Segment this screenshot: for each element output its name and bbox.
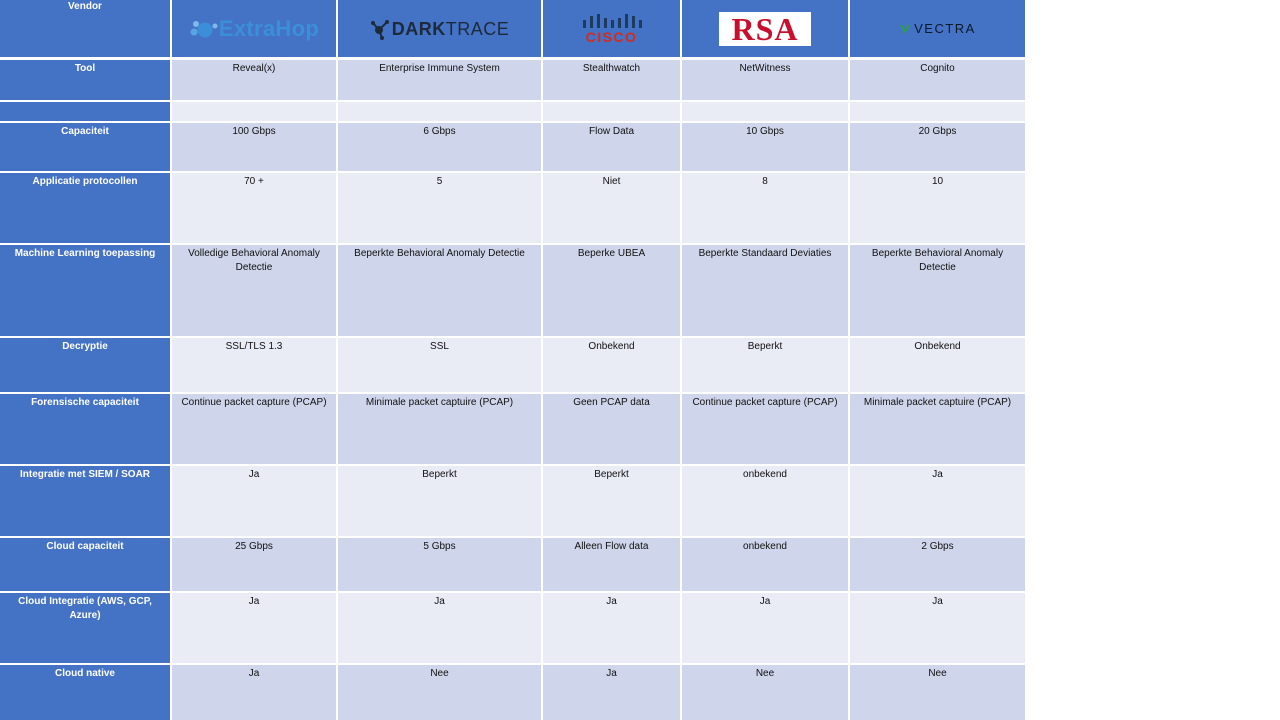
table-cell: SSL/TLS 1.3 bbox=[172, 338, 336, 392]
table-cell: Alleen Flow data bbox=[543, 538, 680, 591]
table-cell: Ja bbox=[172, 593, 336, 663]
table-row bbox=[0, 538, 1025, 591]
row-label: Forensische capaciteit bbox=[0, 394, 170, 464]
table-cell: Volledige Behavioral Anomaly Detectie bbox=[172, 245, 336, 336]
table-cell: Cognito bbox=[850, 60, 1025, 100]
table-cell bbox=[850, 102, 1025, 121]
row-label: Cloud Integratie (AWS, GCP, Azure) bbox=[0, 593, 170, 663]
darktrace-logo-icon bbox=[370, 18, 392, 40]
table-row bbox=[0, 60, 1025, 100]
table-cell: Beperkte Behavioral Anomaly Detectie bbox=[338, 245, 541, 336]
table-cell: Nee bbox=[338, 665, 541, 720]
table-cell: Ja bbox=[543, 665, 680, 720]
table-cell: Beperkte Standaard Deviaties bbox=[682, 245, 848, 336]
vendor-header-vectra bbox=[850, 0, 1025, 57]
cisco-logo-text: CISCO bbox=[585, 28, 638, 45]
header-row bbox=[0, 0, 1025, 57]
extrahop-logo-icon bbox=[189, 18, 219, 40]
table-cell: Nee bbox=[850, 665, 1025, 720]
darktrace-logo-text bbox=[391, 18, 510, 39]
rsa-logo-text: RSA bbox=[731, 10, 799, 47]
header-label-vendor: Vendor bbox=[0, 0, 170, 57]
table-cell: 10 bbox=[850, 173, 1025, 243]
table-cell: Ja bbox=[172, 466, 336, 536]
table-cell: Reveal(x) bbox=[172, 60, 336, 100]
table-cell bbox=[338, 102, 541, 121]
table-cell: Ja bbox=[682, 593, 848, 663]
table-cell: Flow Data bbox=[543, 123, 680, 171]
rsa-logo-icon bbox=[719, 12, 811, 46]
vendor-header-rsa bbox=[682, 0, 848, 57]
table-cell: Niet bbox=[543, 173, 680, 243]
table-cell: Beperkt bbox=[682, 338, 848, 392]
table-cell: Continue packet capture (PCAP) bbox=[172, 394, 336, 464]
table-cell: 20 Gbps bbox=[850, 123, 1025, 171]
cisco-bridge-icon bbox=[581, 14, 643, 28]
table-cell bbox=[172, 102, 336, 121]
table-cell: Beperkte Behavioral Anomaly Detectie bbox=[850, 245, 1025, 336]
row-label: Capaciteit bbox=[0, 123, 170, 171]
vectra-logo-text: VECTRA bbox=[914, 20, 976, 36]
table-row bbox=[0, 593, 1025, 663]
table-cell: Ja bbox=[172, 665, 336, 720]
table-row bbox=[0, 394, 1025, 464]
table-cell bbox=[543, 102, 680, 121]
table-cell: Beperke UBEA bbox=[543, 245, 680, 336]
table-row bbox=[0, 173, 1025, 243]
row-label: Machine Learning toepassing bbox=[0, 245, 170, 336]
table-cell: Beperkt bbox=[543, 466, 680, 536]
table-cell: 70 + bbox=[172, 173, 336, 243]
table-cell: Onbekend bbox=[543, 338, 680, 392]
table-cell: Continue packet capture (PCAP) bbox=[682, 394, 848, 464]
table-cell: 8 bbox=[682, 173, 848, 243]
vendor-header-extrahop bbox=[172, 0, 336, 57]
table-cell: Nee bbox=[682, 665, 848, 720]
table-cell: Ja bbox=[338, 593, 541, 663]
darktrace-logo-text-bold: DARK bbox=[391, 18, 446, 39]
row-label: Cloud capaciteit bbox=[0, 538, 170, 591]
table-cell: Minimale packet captuire (PCAP) bbox=[338, 394, 541, 464]
table-cell: 10 Gbps bbox=[682, 123, 848, 171]
table-cell bbox=[682, 102, 848, 121]
table-cell: Beperkt bbox=[338, 466, 541, 536]
table-cell: Ja bbox=[850, 593, 1025, 663]
table-cell: onbekend bbox=[682, 538, 848, 591]
table-cell: Minimale packet captuire (PCAP) bbox=[850, 394, 1025, 464]
row-label: Applicatie protocollen bbox=[0, 173, 170, 243]
table-cell: NetWitness bbox=[682, 60, 848, 100]
table-row bbox=[0, 123, 1025, 171]
row-label: Cloud native bbox=[0, 665, 170, 720]
table-cell: SSL bbox=[338, 338, 541, 392]
table-cell: Enterprise Immune System bbox=[338, 60, 541, 100]
table-row bbox=[0, 245, 1025, 336]
darktrace-logo-text-rest: TRACE bbox=[445, 18, 510, 39]
table-row bbox=[0, 102, 1025, 121]
row-label: Integratie met SIEM / SOAR bbox=[0, 466, 170, 536]
table-cell: 5 Gbps bbox=[338, 538, 541, 591]
table-cell: Stealthwatch bbox=[543, 60, 680, 100]
vectra-logo-icon bbox=[899, 23, 911, 35]
table-cell: Onbekend bbox=[850, 338, 1025, 392]
table-cell: 25 Gbps bbox=[172, 538, 336, 591]
row-label: Tool bbox=[0, 60, 170, 100]
table-cell: 100 Gbps bbox=[172, 123, 336, 171]
row-label bbox=[0, 102, 170, 121]
table-cell: 2 Gbps bbox=[850, 538, 1025, 591]
table-row bbox=[0, 665, 1025, 720]
row-label: Decryptie bbox=[0, 338, 170, 392]
table-cell: Ja bbox=[850, 466, 1025, 536]
table-cell: Ja bbox=[543, 593, 680, 663]
table-cell: 6 Gbps bbox=[338, 123, 541, 171]
vendor-header-darktrace bbox=[338, 0, 541, 57]
table-row bbox=[0, 466, 1025, 536]
vendor-header-cisco bbox=[543, 0, 680, 57]
table-cell: onbekend bbox=[682, 466, 848, 536]
table-row bbox=[0, 338, 1025, 392]
table-cell: 5 bbox=[338, 173, 541, 243]
table-cell: Geen PCAP data bbox=[543, 394, 680, 464]
extrahop-logo-text: ExtraHop bbox=[218, 15, 320, 41]
